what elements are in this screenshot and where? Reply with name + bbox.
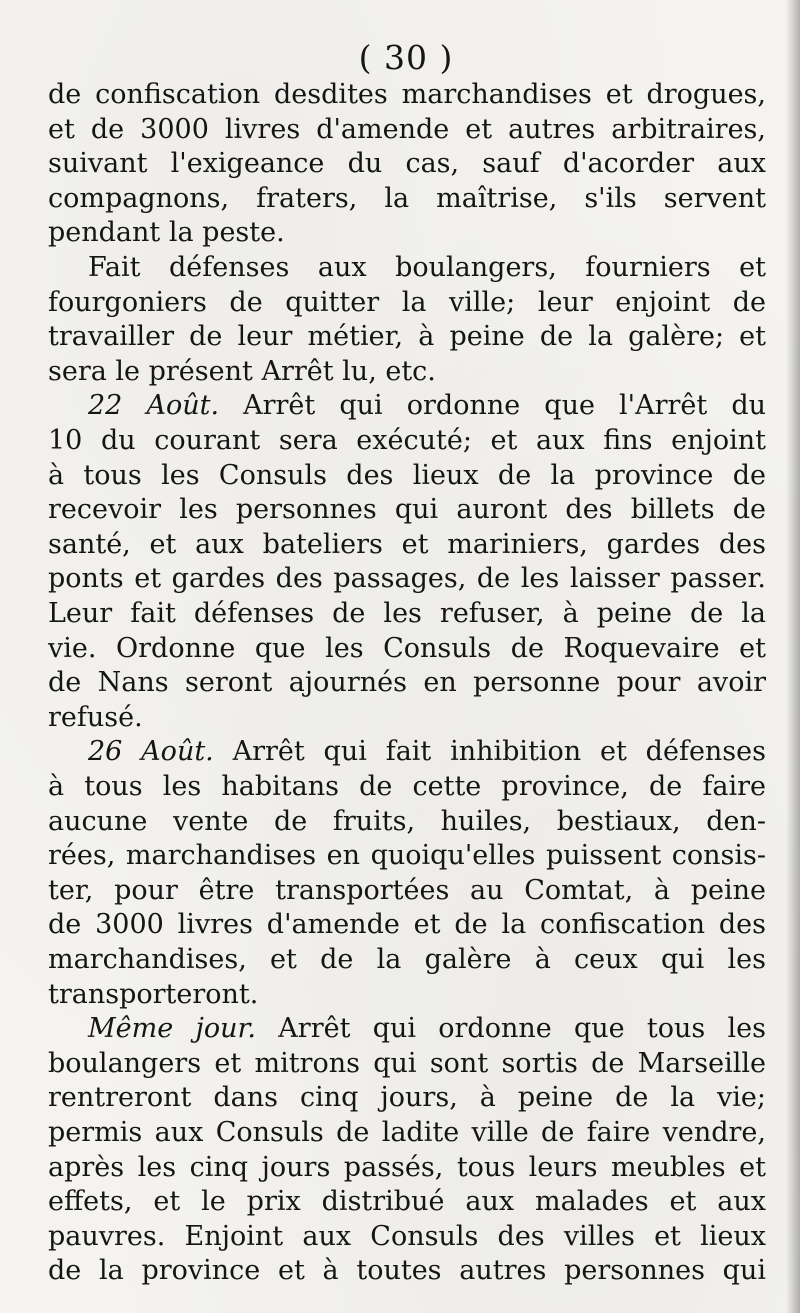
text-line	[48, 978, 766, 1013]
line-text: recevoir les personnes qui auront des billets de	[48, 494, 766, 526]
text-line	[48, 1220, 766, 1255]
line-text: pendant la peste.	[48, 217, 285, 249]
line-text: pauvres. Enjoint aux Consuls des villes et lieux	[48, 1220, 766, 1252]
text-line	[48, 597, 766, 632]
line-text: sera le présent Arrêt lu, etc.	[48, 355, 436, 387]
text-line	[48, 943, 766, 978]
text-line	[48, 493, 766, 528]
text-line	[48, 1012, 766, 1047]
entry-date: 26 Août.	[88, 736, 214, 768]
text-line	[48, 147, 766, 182]
text-line	[48, 424, 766, 459]
text-line	[48, 1151, 766, 1186]
line-text: après les cinq jours passés, tous leurs meubles et	[48, 1151, 766, 1183]
page-edge-shadow	[786, 0, 800, 1313]
text-line	[48, 389, 766, 424]
text-line	[48, 666, 766, 701]
entry-date: 22 Août.	[88, 390, 220, 422]
line-text: marchandises, et de la galère à ceux qui les	[48, 944, 766, 975]
line-text: vie. Ordonne que les Consuls de Roquevaire et	[48, 632, 766, 664]
text-line	[48, 632, 766, 667]
line-text: suivant l'exigeance du cas, sauf d'acorder aux	[48, 148, 766, 180]
line-text: ter, pour être transportées au Comtat, à peine	[48, 874, 766, 906]
line-text: santé, et aux bateliers et mariniers, gardes des	[48, 528, 766, 560]
text-line	[48, 701, 766, 736]
line-text: Arrêt qui fait inhibition et défenses	[213, 736, 766, 768]
text-line	[48, 770, 766, 805]
text-line	[48, 908, 766, 943]
text-line	[48, 874, 766, 909]
line-text: 10 du courant sera exécuté; et aux fins enjoint	[48, 425, 766, 456]
line-text: transporteront.	[48, 978, 259, 1010]
text-line	[48, 1185, 766, 1220]
line-text: fourgoniers de quitter la ville; leur enjoint de	[48, 286, 766, 318]
text-line	[48, 1116, 766, 1151]
text-line	[48, 528, 766, 563]
text-line	[48, 355, 766, 390]
line-text: de confiscation desdites marchandises et drogues,	[48, 79, 766, 110]
line-text: à tous les habitans de cette province, de faire	[48, 771, 766, 802]
text-line	[48, 78, 766, 113]
entry-date: Même jour.	[88, 1013, 257, 1045]
text-line	[48, 839, 766, 874]
page-number: ( 30 )	[358, 38, 454, 77]
line-text: de Nans seront ajournés en personne pour avoir	[48, 667, 766, 699]
line-text: Arrêt qui ordonne que l'Arrêt du	[219, 390, 766, 422]
text-line	[48, 113, 766, 148]
text-line	[48, 1254, 766, 1289]
line-text: à tous les Consuls des lieux de la province de	[48, 459, 766, 491]
line-text: aucune vente de fruits, huiles, bestiaux, den-	[48, 805, 766, 837]
text-line	[48, 216, 766, 251]
line-text: refusé.	[48, 701, 143, 733]
line-text: rentreront dans cinq jours, à peine de la vie;	[48, 1082, 766, 1114]
text-line	[48, 1081, 766, 1116]
line-text: rées, marchandises en quoiqu'elles puissent consis-	[48, 840, 766, 872]
text-line	[48, 251, 766, 286]
text-line	[48, 286, 766, 321]
line-text: travailler de leur métier, à peine de la galère; et	[48, 321, 766, 353]
line-text: Leur fait défenses de les refuser, à peine de la	[48, 598, 766, 629]
text-line	[48, 562, 766, 597]
line-text: ponts et gardes des passages, de les laisser passer.	[48, 563, 766, 595]
text-line	[48, 459, 766, 494]
line-text: Arrêt qui ordonne que tous les	[256, 1013, 767, 1045]
text-line	[48, 1047, 766, 1082]
text-line	[48, 805, 766, 840]
text-line	[48, 320, 766, 355]
line-text: effets, et le prix distribué aux malades et aux	[48, 1186, 766, 1218]
line-text: et de 3000 livres d'amende et autres arbitraires,	[48, 113, 766, 145]
line-text: de 3000 livres d'amende et de la confiscation des	[48, 909, 766, 941]
text-line	[48, 182, 766, 217]
line-text: compagnons, fraters, la maîtrise, s'ils servent	[48, 182, 766, 214]
line-text: permis aux Consuls de ladite ville de faire vendre,	[48, 1117, 766, 1148]
line-text: de la province et à toutes autres personnes qui	[48, 1255, 766, 1287]
line-text: boulangers et mitrons qui sont sortis de Marseille	[48, 1047, 766, 1079]
text-line	[48, 735, 766, 770]
line-text: Fait défenses aux boulangers, fourniers et	[88, 252, 766, 283]
